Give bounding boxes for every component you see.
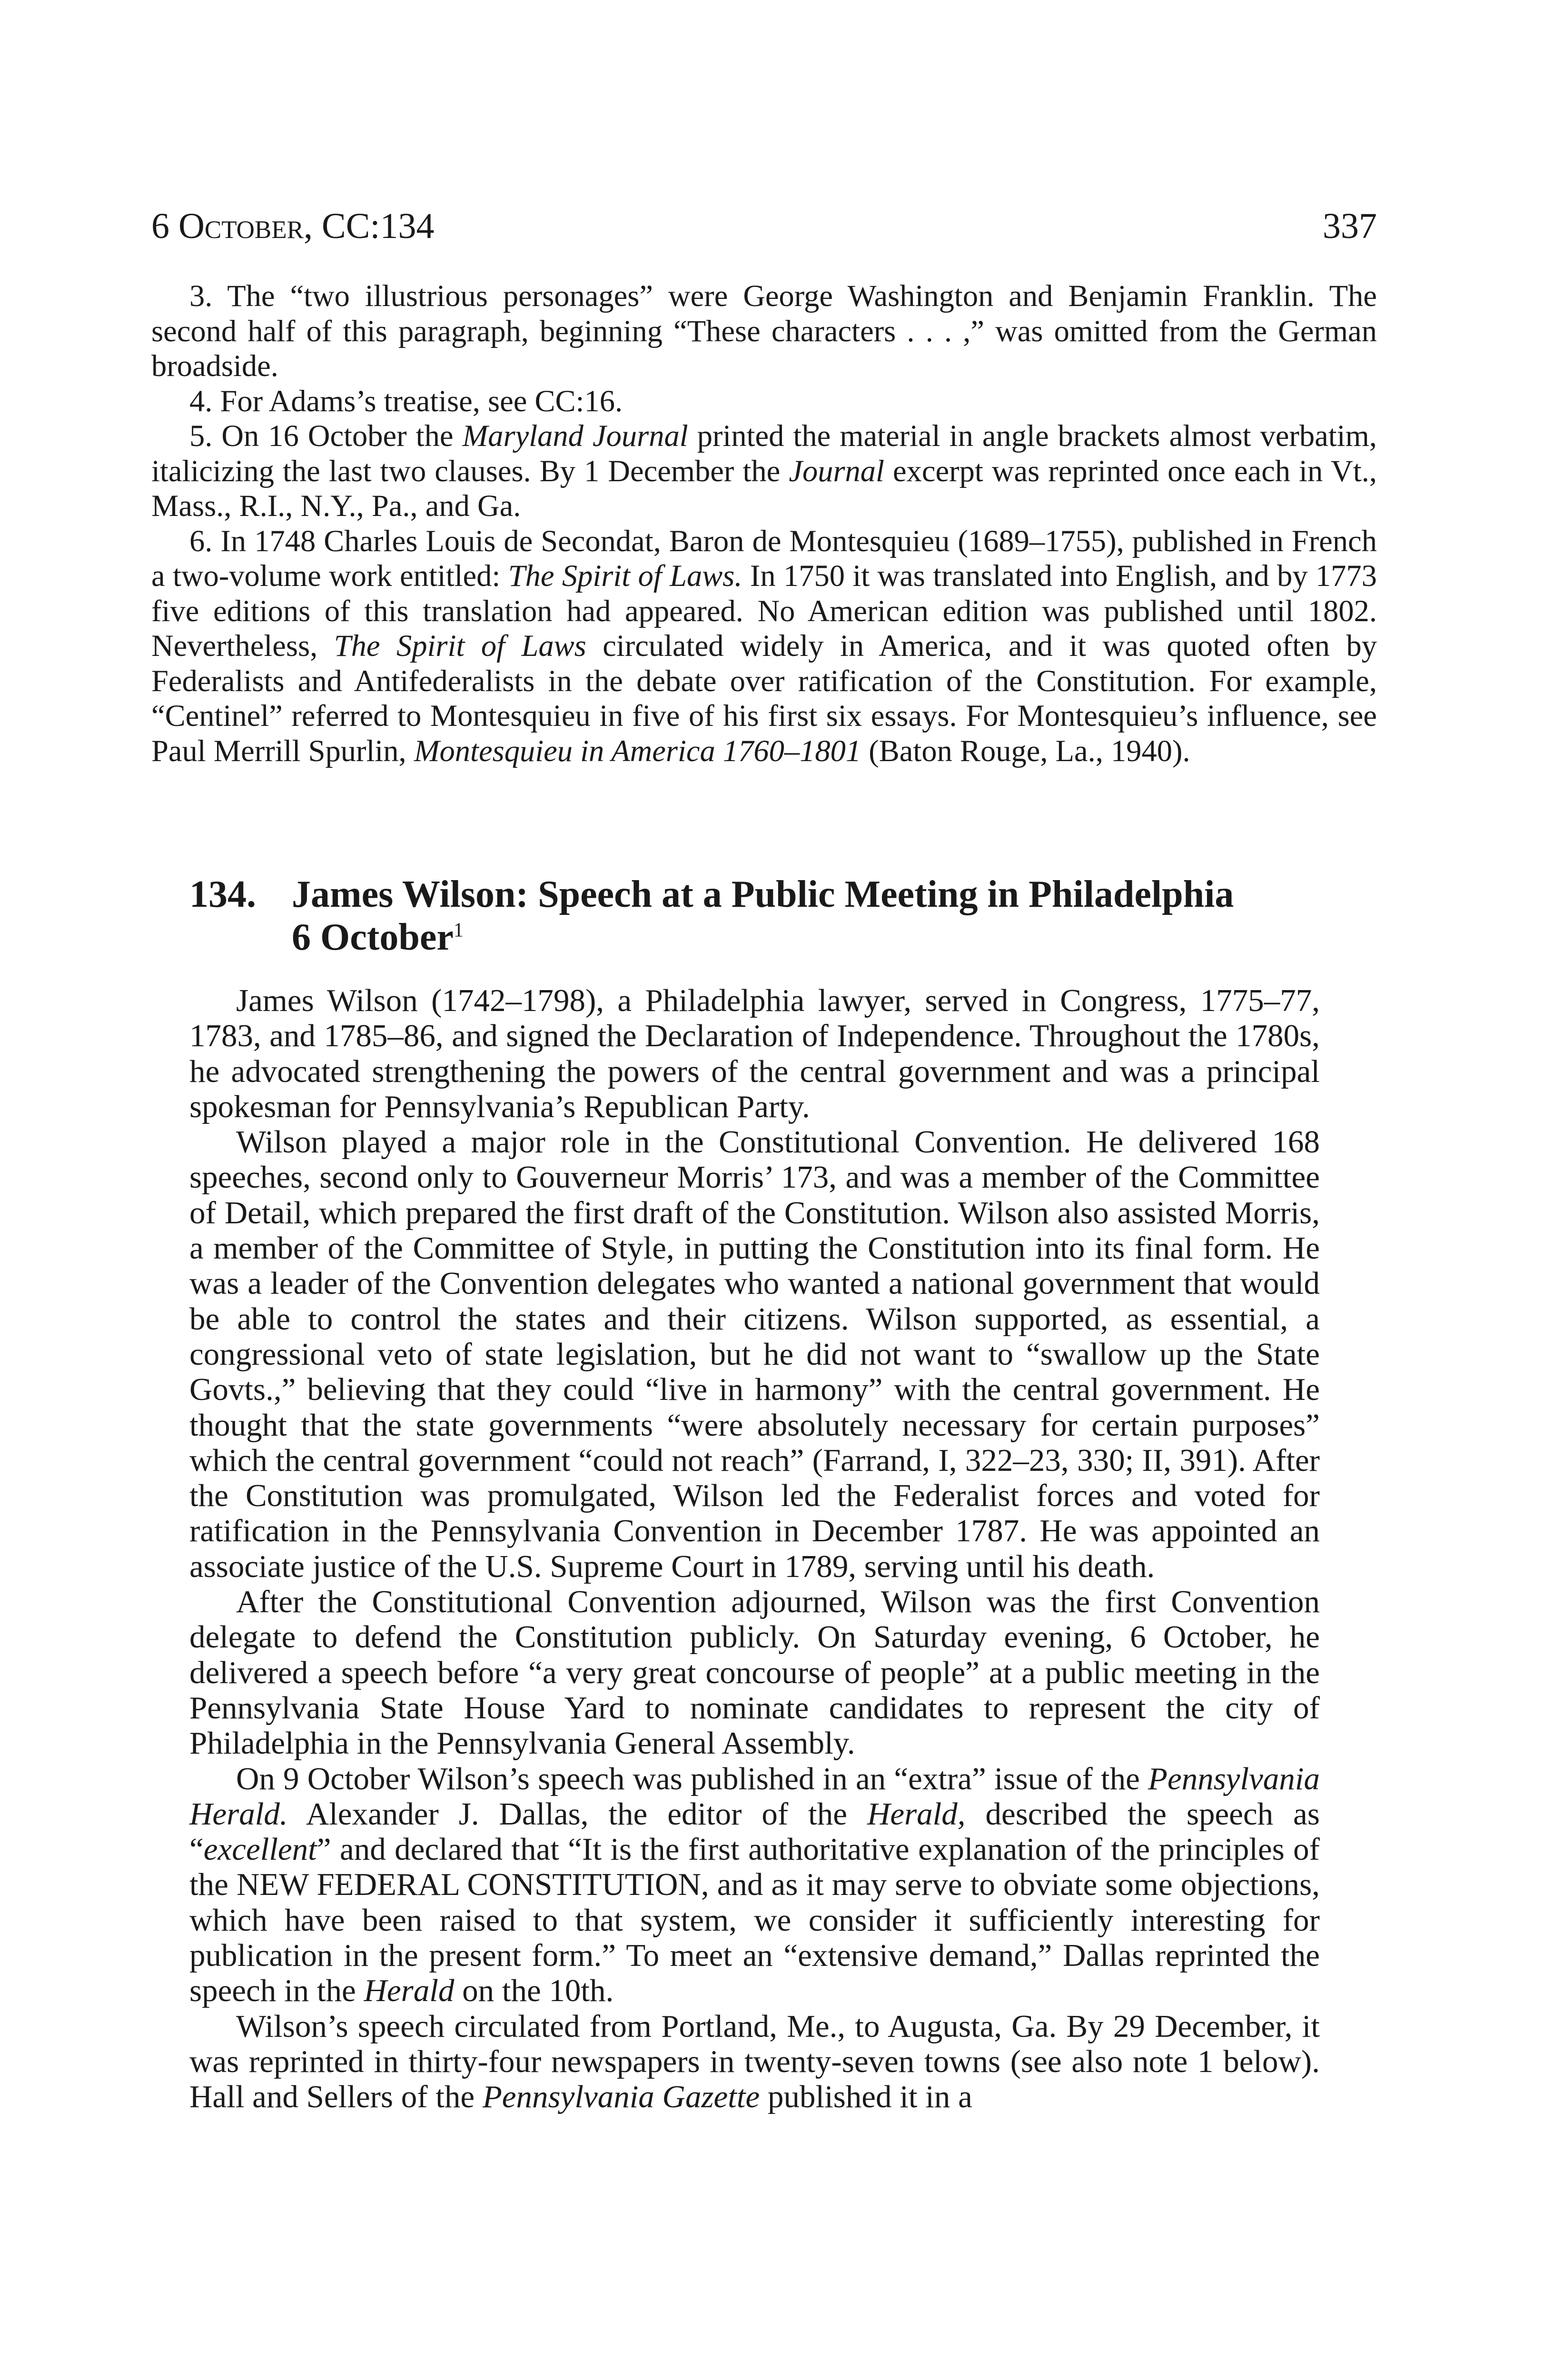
text-run: excerpt was reprinted once each in Vt., Mass., R.I., N.Y., Pa., and Ga. [151, 454, 1377, 523]
text-run: published it in a [760, 2079, 972, 2115]
page-number: 337 [1323, 206, 1377, 246]
text-run: printed the material in angle brackets almost verbatim, italicizing the last two clauses. By 1 December the [151, 419, 1377, 488]
document-title-line-1: James Wilson: Speech at a Public Meeting in Philadelphia [292, 873, 1234, 915]
text-run: After the Constitutional Convention adjourned, Wilson was the first Convention delegate to defend the Constitution publicly. On Saturday evening, 6 October, he delivered a speech before “a very great concourse of people” at a public meeting in the Pennsylvania State House Yard to nominate candidates to represent the city of Philadelphia in the Pennsylvania General Assembly. [189, 1584, 1320, 1761]
italic-run: excellent [203, 1832, 317, 1867]
note-3 [151, 278, 1377, 384]
text-run: Wilson’s speech circulated from Portland, Me., to Augusta, Ga. By 29 December, it was reprinted in thirty-four newspapers in twenty-seven towns (see also note 1 below). Hall and Sellers of the [189, 2008, 1320, 2115]
document-title-line-2 [292, 916, 464, 958]
document-number: 134. [189, 873, 256, 915]
text-run: 6. In 1748 Charles Louis de Secondat, Baron de Montesquieu (1689–1755), published in French a two-volume work entitled: [151, 524, 1377, 593]
text-run: In 1750 it was translated into English, and by 1773 five editions of this translation had appeared. No American edition was published until 1802. Nevertheless, [151, 559, 1377, 663]
text-run: 3. The “two illustrious personages” were George Washington and Benjamin Franklin. The second half of this paragraph, beginning “These characters . . . ,” was omitted from the German broadside. [151, 279, 1377, 383]
paragraph-3 [189, 1584, 1320, 1761]
italic-run: Herald, [867, 1796, 966, 1832]
text-run: Alexander J. Dallas, the editor of the [287, 1796, 867, 1832]
italic-run: Pennsylvania Gazette [482, 2079, 760, 2115]
text-run: 4. For Adams’s treatise, see CC:16. [189, 384, 623, 418]
text-run: 5. On 16 October the [189, 419, 463, 453]
running-head [151, 200, 1377, 252]
italic-run: Montesquieu in America 1760–1801 [414, 734, 861, 768]
paragraph-1 [189, 983, 1320, 1124]
note-4 [151, 384, 1377, 419]
text-run: on the 10th. [454, 1973, 614, 2009]
running-head-title: 6 October, CC:134 [151, 206, 435, 246]
text-run: On 9 October Wilson’s speech was published in an “extra” issue of the [236, 1761, 1148, 1796]
paragraph-2 [189, 1124, 1320, 1584]
text-run: Wilson played a major role in the Constitutional Convention. He delivered 168 speeches, second only to Gouverneur Morris’ 173, and was a member of the Committee of Detail, which prepared the first draft of the Constitution. Wilson also assisted Morris, a member of the Committee of Style, in putting the Constitution into its final form. He was a leader of the Convention delegates who wanted a national government that would be able to control the states and their citizens. Wilson supported, as essential, a congressional veto of state legislation, but he did not want to “swallow up the State Govts.,” believing that they could “live in harmony” with the central government. He thought that the state governments “were absolutely necessary for certain purposes” which the central government “could not reach” (Farrand, I, 322–23, 330; II, 391). After the Constitution was promulgated, Wilson led the Federalist forces and voted for ratification in the Pennsylvania Convention in December 1787. He was appointed an associate justice of the U.S. Supreme Court in 1789, serving until his death. [189, 1124, 1320, 1584]
italic-run: The Spirit of Laws [334, 629, 586, 663]
footnote-marker: 1 [453, 919, 464, 942]
paragraph-5 [189, 2009, 1320, 2115]
italic-run: Herald [364, 1973, 455, 2009]
italic-run: Pennsylvania Herald. [189, 1761, 1320, 1832]
italic-run: Maryland Journal [462, 419, 688, 453]
italic-run: The Spirit of Laws. [508, 559, 742, 593]
text-run: described the speech as “ [189, 1796, 1320, 1867]
text-run: circulated widely in America, and it was quoted often by Federalists and Antifederalists in the debate over ratification of the Constitution. For example, “Centinel” referred to Montesquieu in five of his first six essays. For Montesquieu’s influence, see Paul Merrill Spurlin, [151, 629, 1377, 768]
document-date: 6 October [292, 916, 454, 958]
text-run: (Baton Rouge, La., 1940). [861, 734, 1190, 768]
text-run: James Wilson (1742–1798), a Philadelphia lawyer, served in Congress, 1775–77, 1783, and 1785–86, and signed the Declaration of Independence. Throughout the 1780s, he advocated strengthening the powers of the central government and was a principal spokesman for Pennsylvania’s Republican Party. [189, 983, 1320, 1124]
paragraph-4 [189, 1761, 1320, 2009]
note-5 [151, 418, 1377, 524]
endnotes [151, 278, 1377, 768]
text-run: ” and declared that “It is the first authoritative explanation of the principles of the NEW FEDERAL CONSTITUTION, and as it may serve to obviate some objections, which have been raised to that system, we consider it sufficiently interesting for publication in the present form.” To meet an “extensive demand,” Dallas reprinted the speech in the [189, 1832, 1320, 2009]
headnote-body [189, 983, 1320, 2115]
italic-run: Journal [789, 454, 884, 488]
note-6 [151, 524, 1377, 769]
